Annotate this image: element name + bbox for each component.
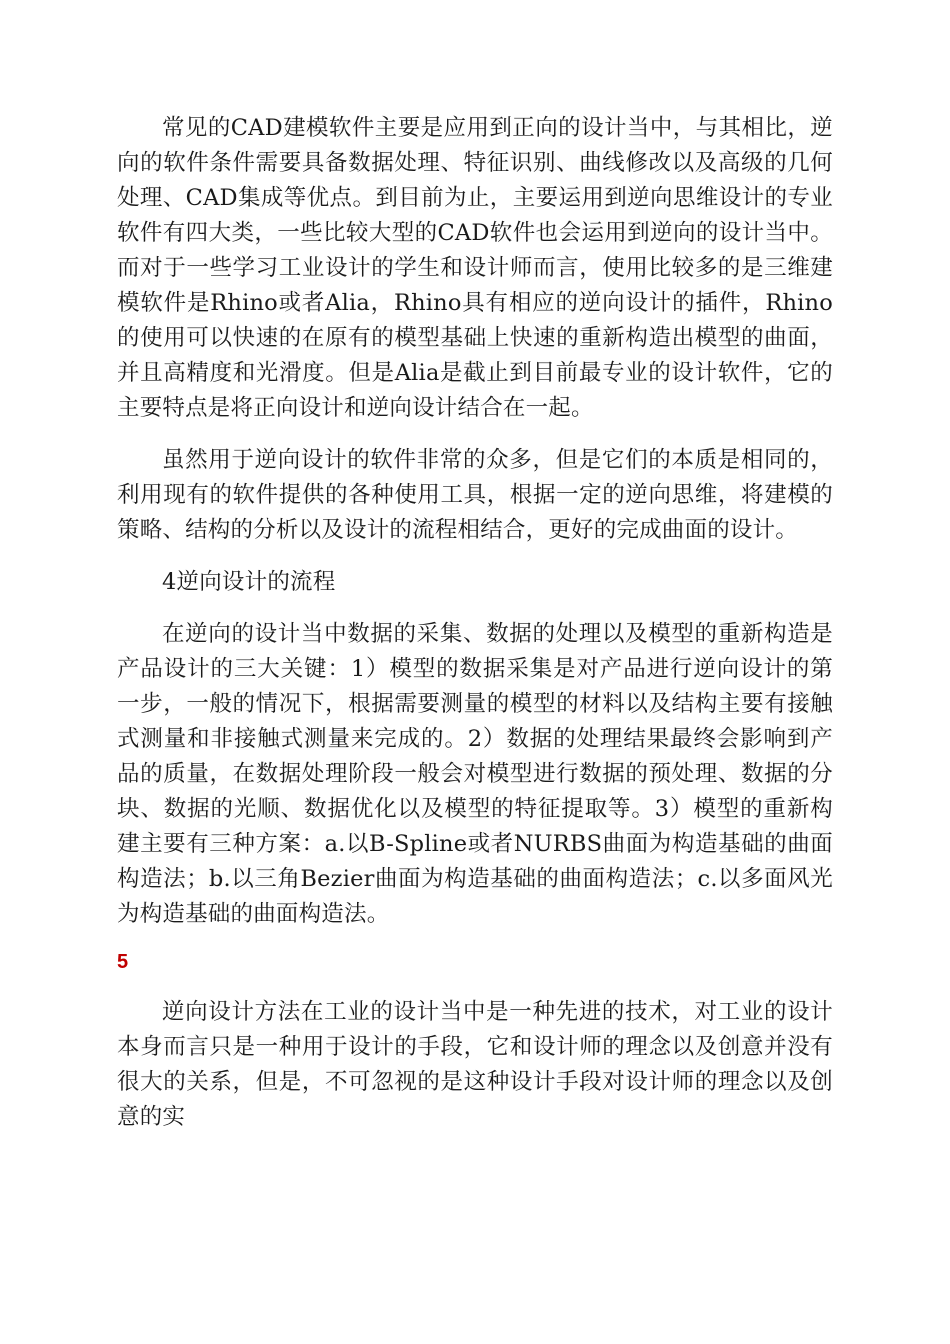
section-number-5: 5 [117,951,129,973]
paragraph-reverse-software-essence: 虽然用于逆向设计的软件非常的众多，但是它们的本质是相同的，利用现有的软件提供的各种使用工具，根据一定的逆向思维，将建模的策略、结构的分析以及设计的流程相结合，更好的完成曲面的设计。 [117,447,833,543]
paragraph-reverse-design-process: 在逆向的设计当中数据的采集、数据的处理以及模型的重新构造是产品设计的三大关键：1）模型的数据采集是对产品进行逆向设计的第一步，一般的情况下，根据需要测量的模型的材料以及结构主要有接触式测量和非接触式测量来完成的。2）数据的处理结果最终会影响到产品的质量，在数据处理阶段一般会对模型进行数据的预处理、数据的分块、数据的光顺、数据优化以及模型的特征提取等。3）模型的重新构建主要有三种方案：a.以B-Spline或者NURBS曲面为构造基础的曲面构造法；b.以三角Bezier曲面为构造基础的曲面构造法；c.以多面风光为构造基础的曲面构造法。 [117,621,833,927]
paragraph-cad-software: 常见的CAD建模软件主要是应用到正向的设计当中，与其相比，逆向的软件条件需要具备数据处理、特征识别、曲线修改以及高级的几何处理、CAD集成等优点。到目前为止，主要运用到逆向思维设计的专业软件有四大类，一些比较大型的CAD软件也会运用到逆向的设计当中。而对于一些学习工业设计的学生和设计师而言，使用比较多的是三维建模软件是Rhino或者Alia，Rhino具有相应的逆向设计的插件，Rhino的使用可以快速的在原有的模型基础上快速的重新构造出模型的曲面，并且高精度和光滑度。但是Alia是截止到目前最专业的设计软件，它的主要特点是将正向设计和逆向设计结合在一起。 [117,115,833,421]
document-body [117,111,833,1135]
paragraph-reverse-design-method: 逆向设计方法在工业的设计当中是一种先进的技术，对工业的设计本身而言只是一种用于设计的手段，它和设计师的理念以及创意并没有很大的关系，但是，不可忽视的是这种设计手段对设计师的理念以及创意的实 [117,999,833,1130]
section-heading-4: 4逆向设计的流程 [162,569,336,595]
